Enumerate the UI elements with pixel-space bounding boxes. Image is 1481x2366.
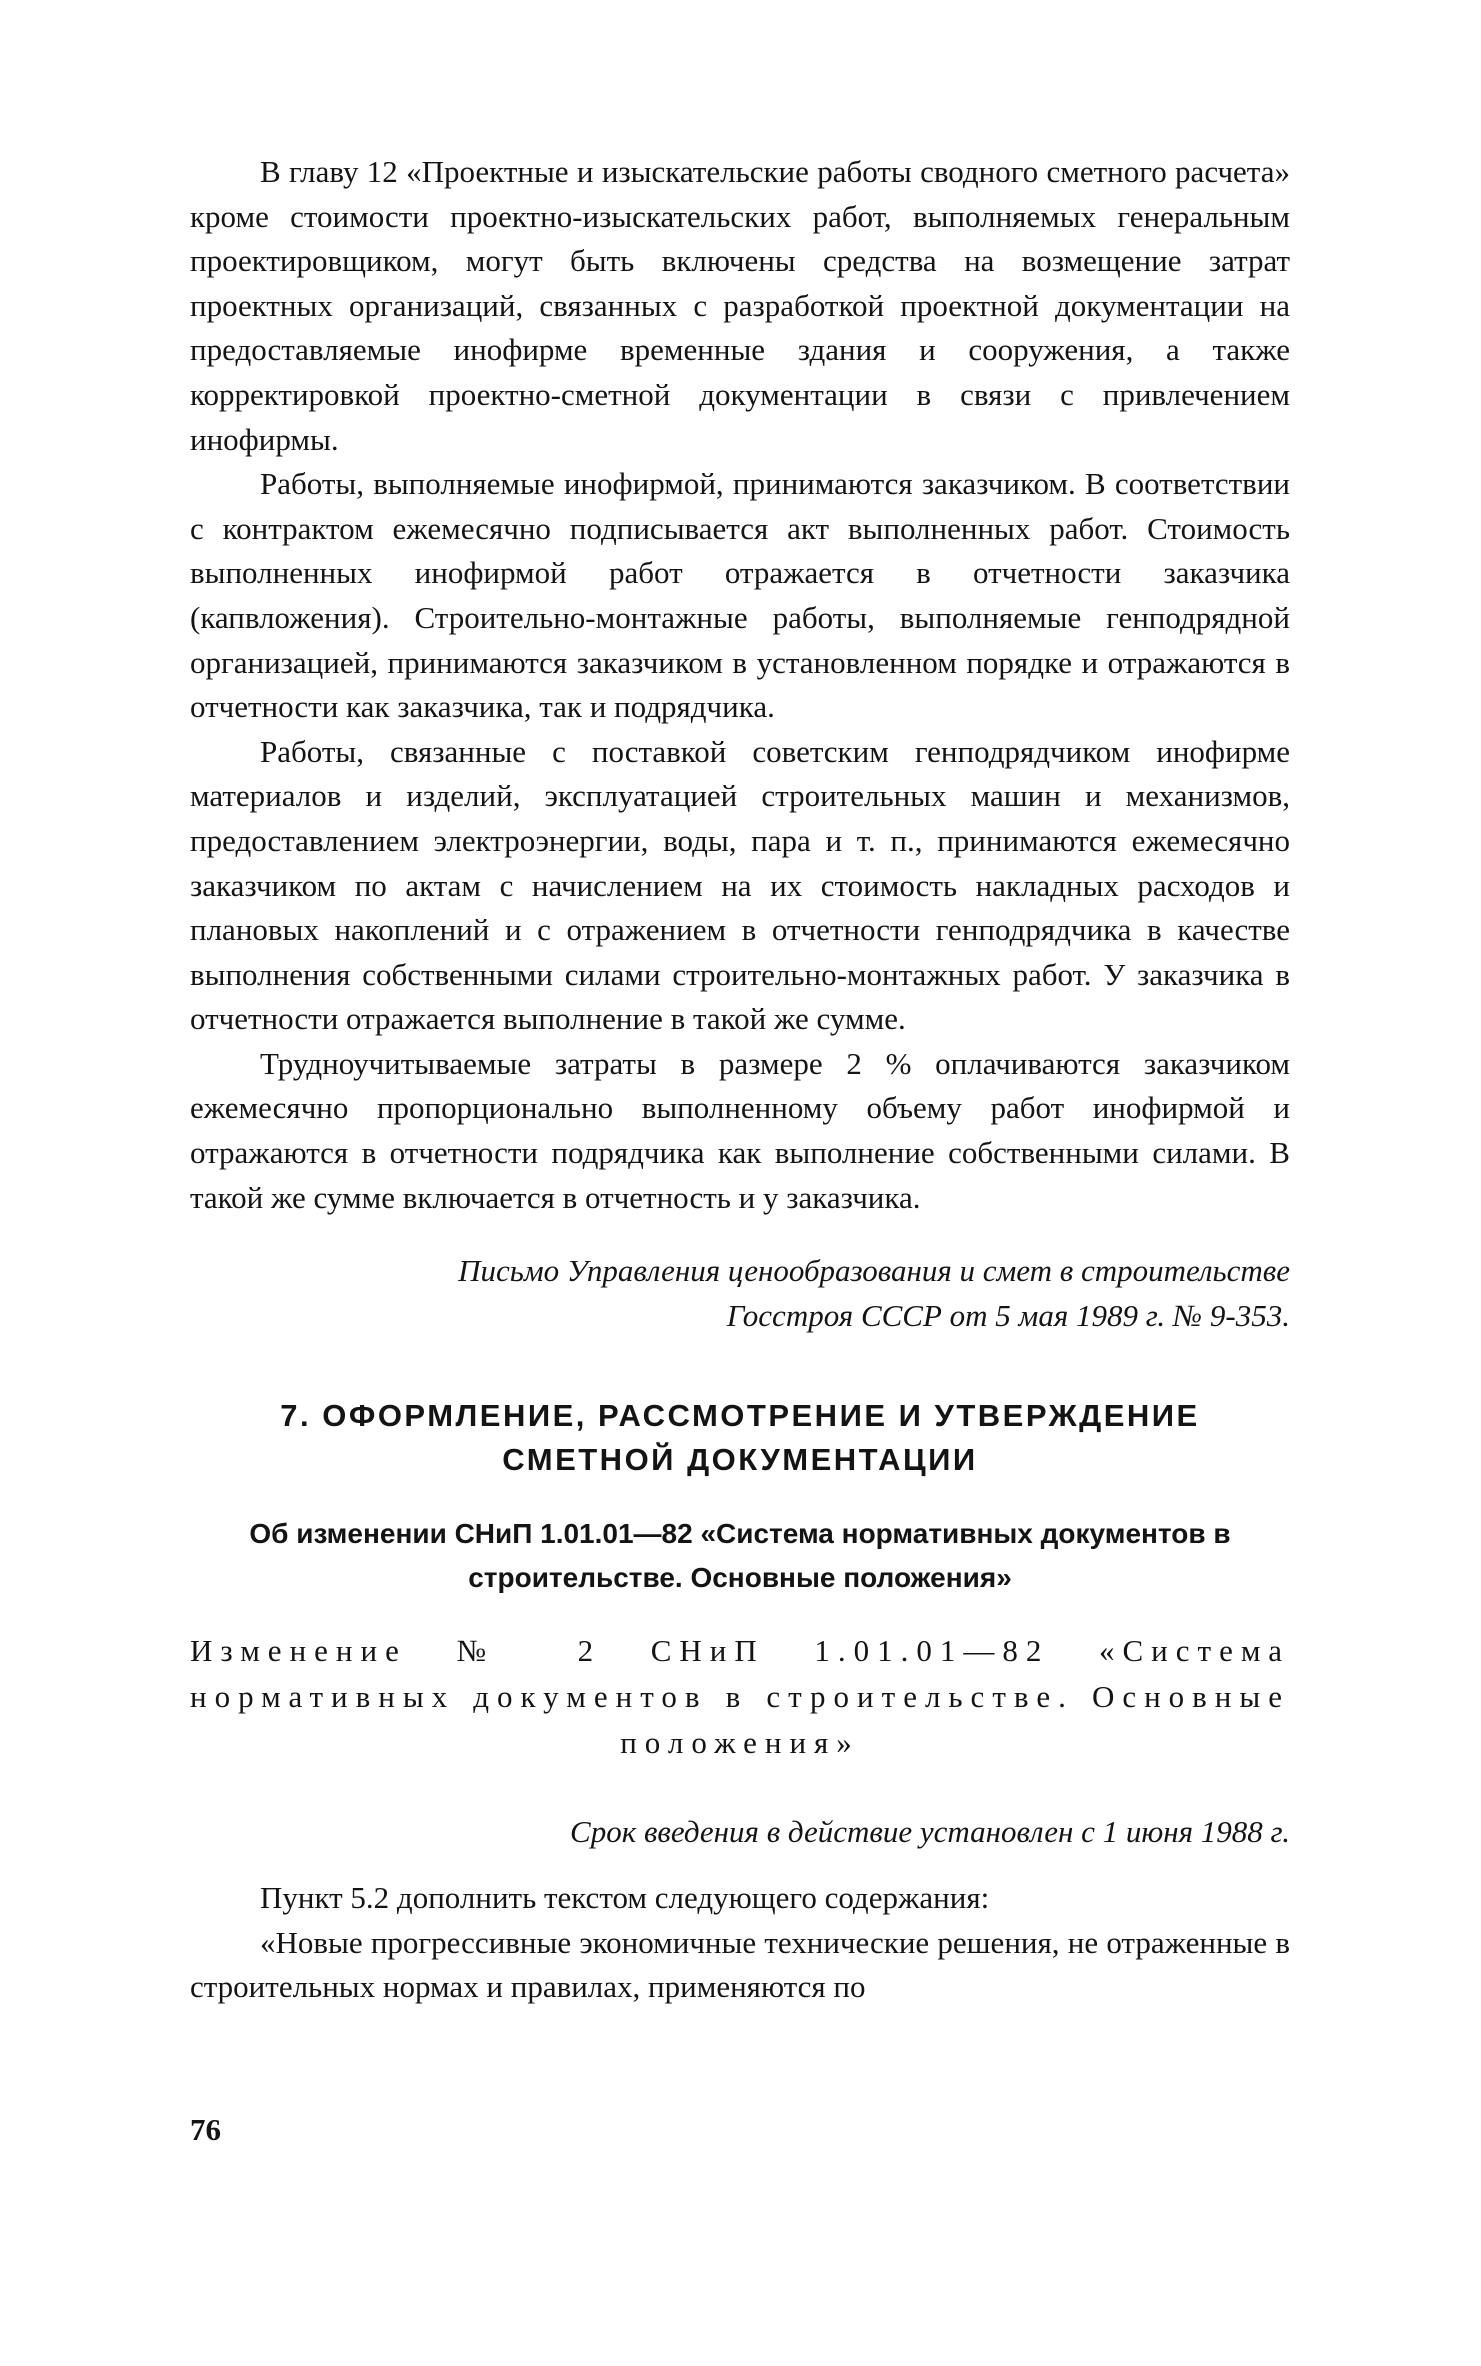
paragraph-new-solutions: «Новые прогрессивные экономичные технические решения, не отраженные в строительных нормах и правилах, применяются по <box>190 1924 1290 2005</box>
sub-heading: Об изменении СНиП 1.01.01—82 «Система нормативных документов в строительстве. Основные положения» <box>249 1518 1231 1594</box>
paragraph-chapter-12: В главу 12 «Проектные и изыскательские работы сводного сметного расчета» кроме стоимости проектно-изыскательских работ, выполняемых генеральным проектировщиком, могут быть включены средства на возмещение затрат проектных организаций, связанных с разработкой проектной документации на предоставляемые инофирме временные здания и сооружения, а также корректировкой проектно-сметной документации в связи с привлечением инофирмы. <box>190 154 1290 457</box>
effective-date: Срок введения в действие установлен с 1 июня 1988 г. <box>570 1814 1290 1850</box>
paragraph-general-contractor-supplies: Работы, связанные с поставкой советским генподрядчиком инофирме материалов и изделий, эксплуатацией строительных машин и механизмов, предоставлением электроэнергии, воды, пара и т. п., принимаются ежемесячно заказчиком по актам с начислением на их стоимость накладных расходов и плановых накоплений и с отражением в отчетности генподрядчика в качестве выполнения собственными силами строительно-монтажных работ. У заказчика в отчетности отражается выполнение в такой же сумме. <box>190 733 1290 1037</box>
document-page <box>190 150 1290 2010</box>
amendment-title: Изменение № 2 СНиП 1.01.01—82 «Система нормативных документов в строительстве. Основные положения» <box>190 1633 1290 1761</box>
paragraph-foreign-firm-works: Работы, выполняемые инофирмой, принимаются заказчиком. В соответствии с контрактом ежемесячно подписывается акт выполненных работ. Стоимость выполненных инофирмой работ отражается в отчетности заказчика (капвложения). Строительно-монтажные работы, выполняемые генподрядной организацией, принимаются заказчиком в установленном порядке и отражаются в отчетности как заказчика, так и подрядчика. <box>190 466 1290 725</box>
paragraph-hard-to-account-costs: Трудноучитываемые затраты в размере 2 % оплачиваются заказчиком ежемесячно пропорционально выполненному объему работ инофирмой и отражаются в отчетности подрядчика как выполнение собственными силами. В такой же сумме включается в отчетность и у заказчика. <box>190 1045 1290 1215</box>
page-number: 76 <box>190 2112 221 2147</box>
letter-reference: Письмо Управления ценообразования и смет в строительстве Госстроя СССР от 5 мая 1989 г. № 9-353. <box>458 1253 1290 1334</box>
section-heading: 7. ОФОРМЛЕНИЕ, РАССМОТРЕНИЕ И УТВЕРЖДЕНИЕ СМЕТНОЙ ДОКУМЕНТАЦИИ <box>280 1398 1200 1478</box>
paragraph-clause-5-2: Пункт 5.2 дополнить текстом следующего содержания: <box>260 1880 990 1916</box>
